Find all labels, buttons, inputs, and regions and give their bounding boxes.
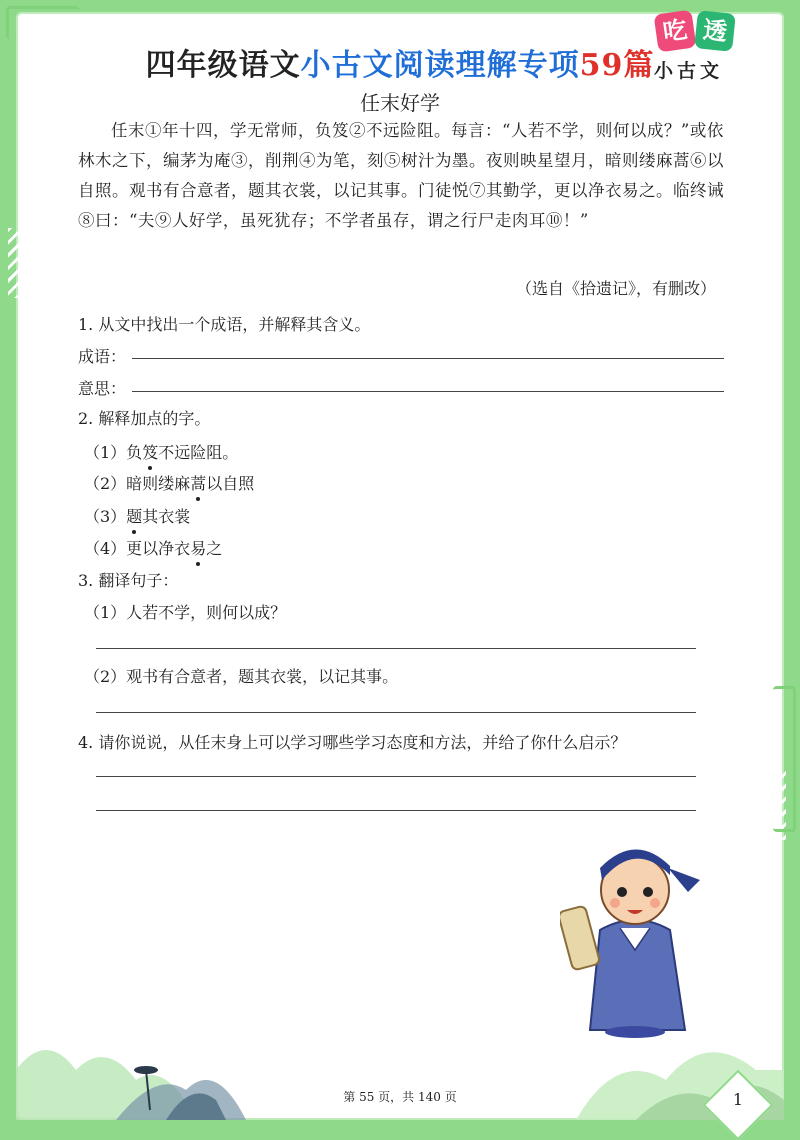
decor-bracket-right	[773, 686, 796, 832]
q2-item-1-post: 不远险阻。	[158, 443, 239, 462]
passage-source: （选自《拾遗记》，有删改）	[515, 279, 716, 298]
question-3: 3. 翻译句子：	[78, 571, 179, 590]
decor-corner-top-left	[6, 6, 79, 39]
q2-item-4-dotted: 易	[190, 539, 207, 558]
title-topic: 小古文阅读理解专项	[300, 48, 580, 83]
passage-text: 任末①年十四，学无常师，负笈②不远险阻。每言：“人若不学，则何以成？”或依林木之下，编茅为庵③，削荆④为笔，刻⑤树汁为墨。夜则映星望月，暗则缕麻蒿⑥以自照。观书有合意者，题其衣裳，以记其事。门徒悦⑦其勤学，更以净衣易之。临终诫⑧曰：“夫⑨人好学，虽死犹存；不学者虽存，谓之行尸走肉耳⑩！”	[78, 121, 724, 230]
q2-item-2	[84, 471, 254, 494]
question-4: 4. 请你说说，从任末身上可以学习哪些学习态度和方法，并给了你什么启示？	[78, 733, 627, 752]
q2-item-3-dotted: 题	[126, 507, 143, 526]
q3-answer-line-2[interactable]	[96, 712, 696, 713]
q2-item-2-dotted: 蒿	[190, 474, 207, 493]
brand-logo	[654, 12, 744, 82]
page-number: 1	[732, 1090, 744, 1109]
q2-item-2-pre: （2）暗则缕麻	[84, 474, 191, 493]
title-count: 59篇	[579, 48, 655, 83]
passage-title: 任末好学	[360, 91, 440, 115]
q4-answer-line-2[interactable]	[96, 810, 696, 811]
q3-answer-line-1[interactable]	[96, 648, 696, 649]
q2-item-1	[84, 440, 238, 463]
logo-subtitle: 小古文	[654, 60, 724, 82]
idiom-answer-line[interactable]	[132, 358, 724, 359]
q2-item-2-post: 以自照	[206, 474, 255, 493]
question-2: 2. 解释加点的字。	[78, 409, 211, 428]
title-grade: 四年级语文	[145, 48, 301, 83]
meaning-answer-line[interactable]	[132, 391, 724, 392]
q2-item-4-pre: （4）更以净衣	[84, 539, 191, 558]
page-title	[146, 48, 655, 83]
page-footer: 第 55 页，共 140 页	[343, 1090, 457, 1104]
logo-badge-1: 吃	[654, 10, 697, 53]
q2-item-1-pre: （1）负	[84, 443, 143, 462]
q2-item-4-post: 之	[206, 539, 223, 558]
logo-badge-2: 透	[694, 10, 736, 52]
question-1: 1. 从文中找出一个成语，并解释其含义。	[78, 315, 371, 334]
q2-item-3-post: 其衣裳	[142, 507, 191, 526]
q2-item-3-pre: （3）	[84, 507, 127, 526]
idiom-label: 成语：	[78, 347, 127, 366]
meaning-label: 意思：	[78, 379, 127, 398]
q4-answer-line-1[interactable]	[96, 776, 696, 777]
q2-item-3	[84, 504, 190, 527]
q2-item-1-dotted: 笈	[142, 443, 159, 462]
q2-item-4	[84, 536, 222, 559]
q3-item-2: （2）观书有合意者，题其衣裳，以记其事。	[84, 667, 399, 686]
q3-item-1: （1）人若不学，则何以成？	[84, 603, 287, 622]
